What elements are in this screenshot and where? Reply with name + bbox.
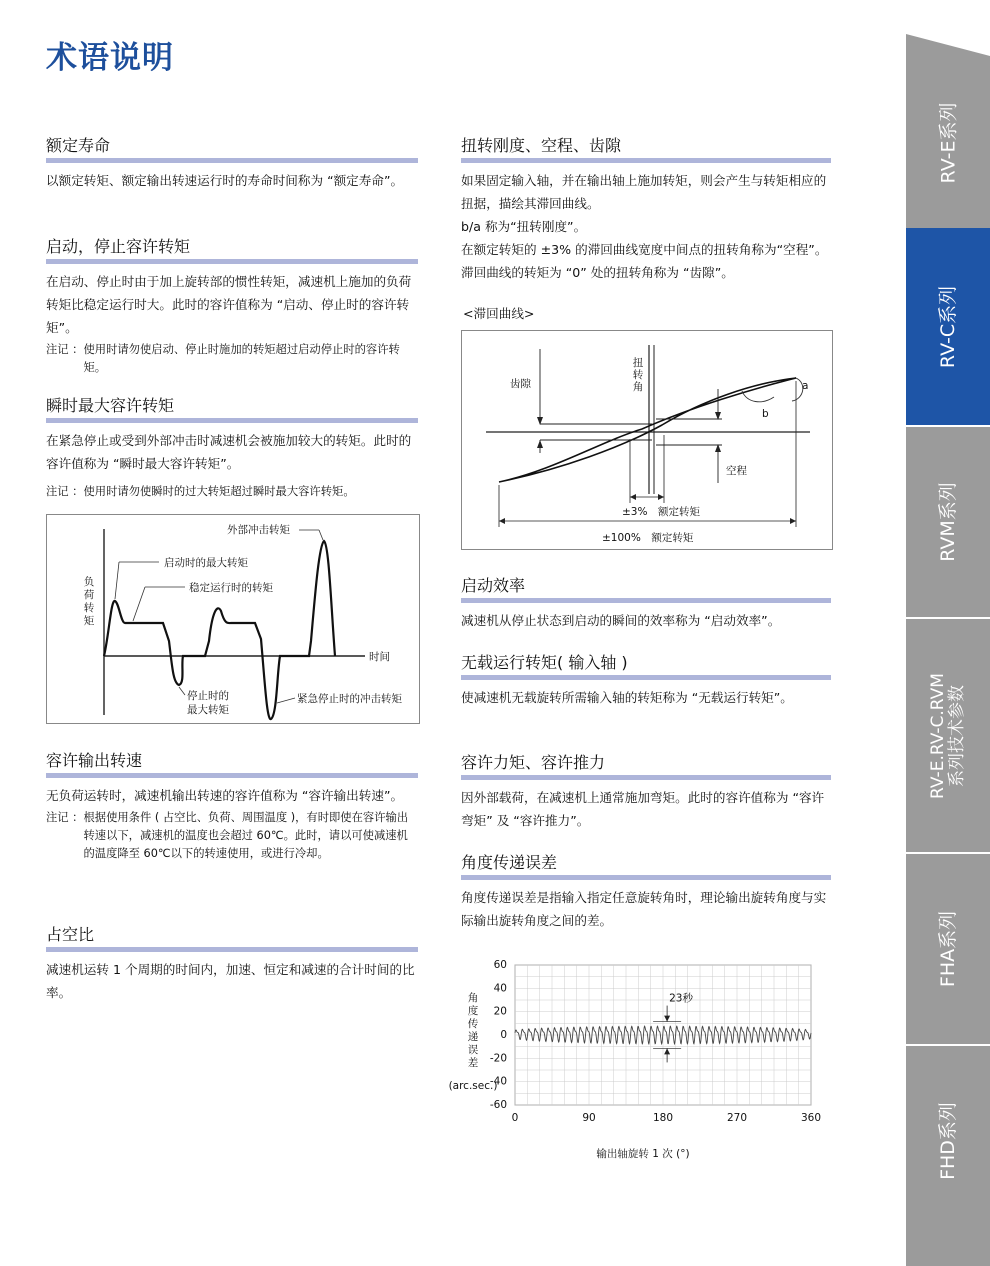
chart-y-label	[468, 991, 479, 1069]
fig1-ylabel-4: 矩	[83, 615, 95, 627]
section-body: 无负荷运转时，减速机输出转速的容许值称为 “容许输出转速”。	[46, 788, 404, 803]
x-tick-label: 180	[652, 1112, 674, 1124]
fig1-xlabel: 时间	[369, 651, 390, 663]
sidebar-tab-fhd[interactable]	[906, 1046, 990, 1236]
y-tick-label: 60	[493, 959, 507, 971]
note-label: 注记 ：	[46, 811, 84, 824]
backlash-label: 齿隙	[510, 378, 531, 390]
fig1-steady-label: 稳定运行时的转矩	[189, 582, 273, 594]
y-tick-label: 40	[493, 982, 507, 995]
sidebar-tab-tech-params[interactable]	[906, 619, 990, 852]
note-text: 使用时请勿使启动、停止时施加的转矩超过启动停止时的容许转矩。	[83, 343, 400, 374]
fig1-ylabel-2: 荷	[83, 589, 95, 601]
section-body-line: b/a 称为“扭转刚度”。	[461, 219, 587, 234]
annotation-label: 23秒	[669, 992, 693, 1005]
y-tick-label: 20	[493, 1005, 507, 1018]
fig2-ylabel-3: 角	[632, 381, 644, 393]
chart-y-unit: (arc.sec.)	[448, 1080, 498, 1092]
chart-x-ticks	[512, 1112, 821, 1124]
note-text: 根据使用条件 ( 占空比、负荷、周围温度 )，有时即使在容许输出转速以下，减速机的温度也会超过 60℃。此时，请以可使减速机的温度降至 60℃以下的转速使用，或进行冷却。	[83, 811, 409, 860]
sidebar-tab-rv-c[interactable]	[906, 228, 990, 425]
torque-time-figure	[46, 514, 420, 724]
note	[46, 341, 418, 377]
x-tick-label: 360	[800, 1112, 822, 1124]
label-b: b	[762, 408, 769, 420]
section-allowable-moment	[461, 753, 831, 832]
angular-transmission-error-chart	[441, 955, 841, 1170]
section-heading: 无载运行转矩( 输入轴 )	[461, 653, 831, 680]
section-body: 减速机从停止状态到启动的瞬间的效率称为 “启动效率”。	[461, 613, 781, 628]
section-heading: 扭转刚度、空程、齿隙	[461, 136, 831, 163]
section-heading: 容许输出转速	[46, 751, 418, 778]
sidebar-tab-label: RVM系列	[937, 482, 959, 562]
y-label-char: 差	[467, 1057, 479, 1069]
fig1-emergency-label: 紧急停止时的冲击转矩	[297, 693, 402, 705]
y-label-char: 误	[467, 1044, 479, 1056]
page-title: 术语说明	[46, 40, 174, 76]
note	[46, 809, 418, 863]
section-allowable-output-speed	[46, 751, 418, 863]
note	[46, 483, 418, 501]
x-tick-label: 0	[511, 1112, 519, 1124]
note-label: 注记 ：	[46, 343, 84, 356]
sidebar-tab-label: FHA系列	[937, 910, 959, 988]
section-body-line: 滞回曲线的转矩为 “0” 处的扭转角称为 “齿隙”。	[461, 265, 734, 280]
fig2-ylabel-2: 转	[632, 369, 644, 381]
section-start-stop-torque	[46, 237, 418, 377]
fig1-ylabel-1: 负	[83, 576, 95, 588]
section-body: 使减速机无载旋转所需输入轴的转矩称为 “无载运行转矩”。	[461, 690, 793, 705]
y-tick-label: -20	[489, 1052, 507, 1065]
sidebar-tab-fha[interactable]	[906, 854, 990, 1044]
fig1-ylabel-3: 转	[83, 602, 95, 614]
label-a: a	[802, 380, 809, 392]
hysteresis-figure	[461, 330, 833, 550]
y-label-char: 传	[467, 1018, 479, 1030]
section-body-line: 在额定转矩的 ±3% 的滞回曲线宽度中间点的扭转角称为“空程”。	[461, 242, 828, 257]
series-sidebar	[906, 34, 990, 1266]
annotation-arrowhead-bottom	[664, 1048, 670, 1054]
section-duty-ratio	[46, 925, 418, 1004]
section-body: 减速机运转 1 个周期的时间内，加速、恒定和减速的合计时间的比率。	[46, 962, 415, 1000]
x-tick-label: 270	[726, 1112, 748, 1124]
section-no-load-running-torque	[461, 653, 831, 709]
section-heading: 容许力矩、容许推力	[461, 753, 831, 780]
y-label-char: 角	[467, 992, 479, 1004]
section-body: 因外部载荷，在减速机上通常施加弯矩。此时的容许值称为 “容许弯矩” 及 “容许推力”。	[461, 790, 825, 828]
lost-motion-label: 空程	[726, 465, 747, 477]
pm3-label: ±3% 额定转矩	[622, 506, 700, 518]
y-label-char: 递	[467, 1031, 479, 1043]
section-angular-transmission-error	[461, 853, 831, 932]
note-label: 注记 ：	[46, 485, 84, 498]
section-torsional-rigidity	[461, 136, 831, 284]
y-tick-label: -40	[489, 1075, 507, 1088]
sidebar-tab-label-line2: 系列技术参数	[947, 684, 967, 787]
sidebar-tab-rvm[interactable]	[906, 427, 990, 617]
section-body-line: 如果固定输入轴，并在输出轴上施加转矩，则会产生与转矩相应的扭据，描绘其滞回曲线。	[461, 173, 827, 211]
section-heading: 角度传递误差	[461, 853, 831, 880]
fig1-start-max-label: 启动时的最大转矩	[164, 557, 248, 569]
fig1-external-label: 外部冲击转矩	[227, 524, 290, 536]
section-momentary-max-torque	[46, 396, 418, 501]
pm100-label: ±100% 额定转矩	[602, 532, 694, 544]
section-rated-life	[46, 136, 418, 192]
section-body: 在紧急停止或受到外部冲击时减速机会被施加较大的转矩。此时的容许值称为 “瞬时最大容许转矩”。	[46, 433, 412, 471]
section-body: 以额定转矩、额定输出转速运行时的寿命时间称为 “额定寿命”。	[46, 173, 404, 188]
fig2-ylabel-1: 扭	[632, 357, 644, 369]
y-label-char: 度	[467, 1005, 479, 1017]
note-text: 使用时请勿使瞬时的过大转矩超过瞬时最大容许转矩。	[83, 485, 355, 498]
section-body: 在启动、停止时由于加上旋转部的惯性转矩，减速机上施加的负荷转矩比稳定运行时大。此时的容许值称为 “启动、停止时的容许转矩”。	[46, 274, 412, 335]
sidebar-tab-label	[929, 673, 967, 799]
section-heading: 启动效率	[461, 576, 831, 603]
sidebar-tab-label: FHD系列	[936, 1102, 959, 1180]
sidebar-tab-rv-e[interactable]	[906, 58, 990, 228]
chart-x-label: 输出轴旋转 1 次 (°)	[596, 1148, 690, 1160]
section-heading: 启动，停止容许转矩	[46, 237, 418, 264]
sidebar-tab-label: RV-E系列	[936, 102, 959, 184]
sidebar-tab-label: RV-C系列	[936, 285, 959, 368]
hysteresis-caption: <滞回曲线>	[463, 306, 535, 321]
fig1-stop-label-2: 最大转矩	[187, 704, 229, 716]
y-tick-label: 0	[500, 1029, 507, 1041]
section-heading: 占空比	[46, 925, 418, 952]
section-heading: 瞬时最大容许转矩	[46, 396, 418, 423]
section-heading: 额定寿命	[46, 136, 418, 163]
x-tick-label: 90	[582, 1112, 596, 1124]
section-body: 角度传递误差是指输入指定任意旋转角时，理论输出旋转角度与实际输出旋转角度之间的差。	[461, 890, 827, 928]
annotation-arrowhead-top	[664, 1016, 670, 1022]
sidebar-tab-label-line1: RV-E.RV-C.RVM	[928, 672, 948, 799]
fig1-stop-label-1: 停止时的	[187, 690, 229, 702]
section-starting-efficiency	[461, 576, 831, 632]
y-tick-label: -60	[489, 1099, 507, 1111]
